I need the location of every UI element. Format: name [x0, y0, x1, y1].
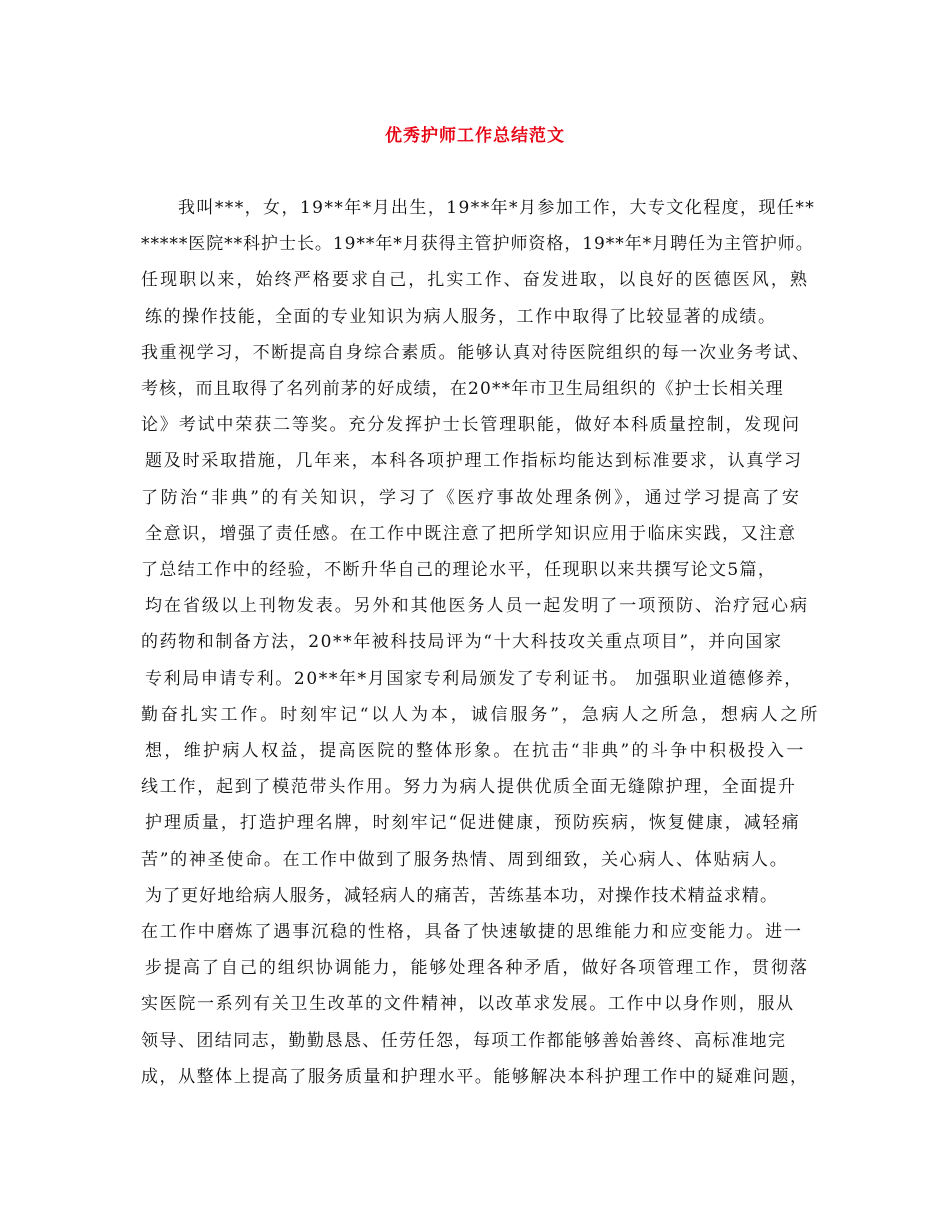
body-line: 我叫***，女，19**年*月出生，19**年*月参加工作，大专文化程度，现任**: [178, 198, 816, 218]
body-line: 领导、团结同志，勤勤恳恳、任劳任怨，每项工作都能够善始善终、高标准地完: [141, 1030, 787, 1051]
document-title: 优秀护师工作总结范文: [385, 126, 565, 146]
body-line: 护理质量，打造护理名牌，时刻牢记“促进健康，预防疾病，恢复健康，减轻痛: [145, 813, 801, 834]
body-line: 考核，而且取得了名列前茅的好成绩，在20**年市卫生局组织的《护士长相关理: [141, 379, 784, 399]
body-line: *****医院**科护士长。19**年*月获得主管护师资格，19**年*月聘任为主管护师。: [141, 234, 814, 255]
body-line: 的药物和制备方法，20**年被科技局评为“十大科技攻关重点项目”，并向国家: [141, 632, 783, 653]
body-line: 题及时采取措施，几年来，本科各项护理工作指标均能达到标准要求，认真学习: [145, 451, 803, 472]
body-line: 实医院一系列有关卫生改革的文件精神，以改革求发展。工作中以身作则，服从: [141, 994, 795, 1015]
body-line: 全意识，增强了责任感。在工作中既注意了把所学知识应用于临床实践，又注意: [145, 523, 797, 544]
body-line: 苦”的神圣使命。在工作中做到了服务热情、周到细致，关心病人、体贴病人。: [141, 849, 789, 870]
body-line: 专利局申请专利。20**年*月国家专利局颁发了专利证书。 加强职业道德修养，: [145, 668, 803, 689]
body-line: 我重视学习，不断提高自身综合素质。能够认真对待医院组织的每一次业务考试、: [141, 342, 811, 363]
body-line: 勤奋扎实工作。时刻牢记“以人为本，诚信服务”，急病人之所急，想病人之所: [141, 704, 821, 725]
body-line: 练的操作技能，全面的专业知识为病人服务，工作中取得了比较显著的成绩。: [145, 306, 777, 327]
body-line: 了防治“非典”的有关知识，学习了《医疗事故处理条例》，通过学习提高了安: [141, 487, 802, 508]
body-line: 了总结工作中的经验，不断升华自己的理论水平，任现职以来共撰写论文5篇，: [141, 560, 777, 580]
body-line: 为了更好地给病人服务，减轻病人的痛苦，苦练基本功，对操作技术精益求精。: [145, 885, 779, 906]
body-line: 任现职以来，始终严格要求自己，扎实工作、奋发进取，以良好的医德医风，熟: [141, 270, 810, 291]
body-line: 线工作，起到了模范带头作用。努力为病人提供优质全面无缝隙护理，全面提升: [141, 777, 797, 798]
body-line: 论》考试中荣获二等奖。充分发挥护士长管理职能，做好本科质量控制，发现问: [141, 415, 801, 436]
body-line: 想，维护病人权益，提高医院的整体形象。在抗击“非典”的斗争中积极投入一: [145, 741, 806, 761]
body-line: 成，从整体上提高了服务质量和护理水平。能够解决本科护理工作中的疑难问题，: [141, 1066, 809, 1087]
body-line: 步提高了自己的组织协调能力，能够处理各种矛盾，做好各项管理工作，贯彻落: [145, 958, 809, 979]
body-line: 均在省级以上刊物发表。另外和其他医务人员一起发明了一项预防、治疗冠心病: [145, 596, 809, 617]
body-line: 在工作中磨炼了遇事沉稳的性格，具备了快速敏捷的思维能力和应变能力。进一: [141, 922, 803, 942]
